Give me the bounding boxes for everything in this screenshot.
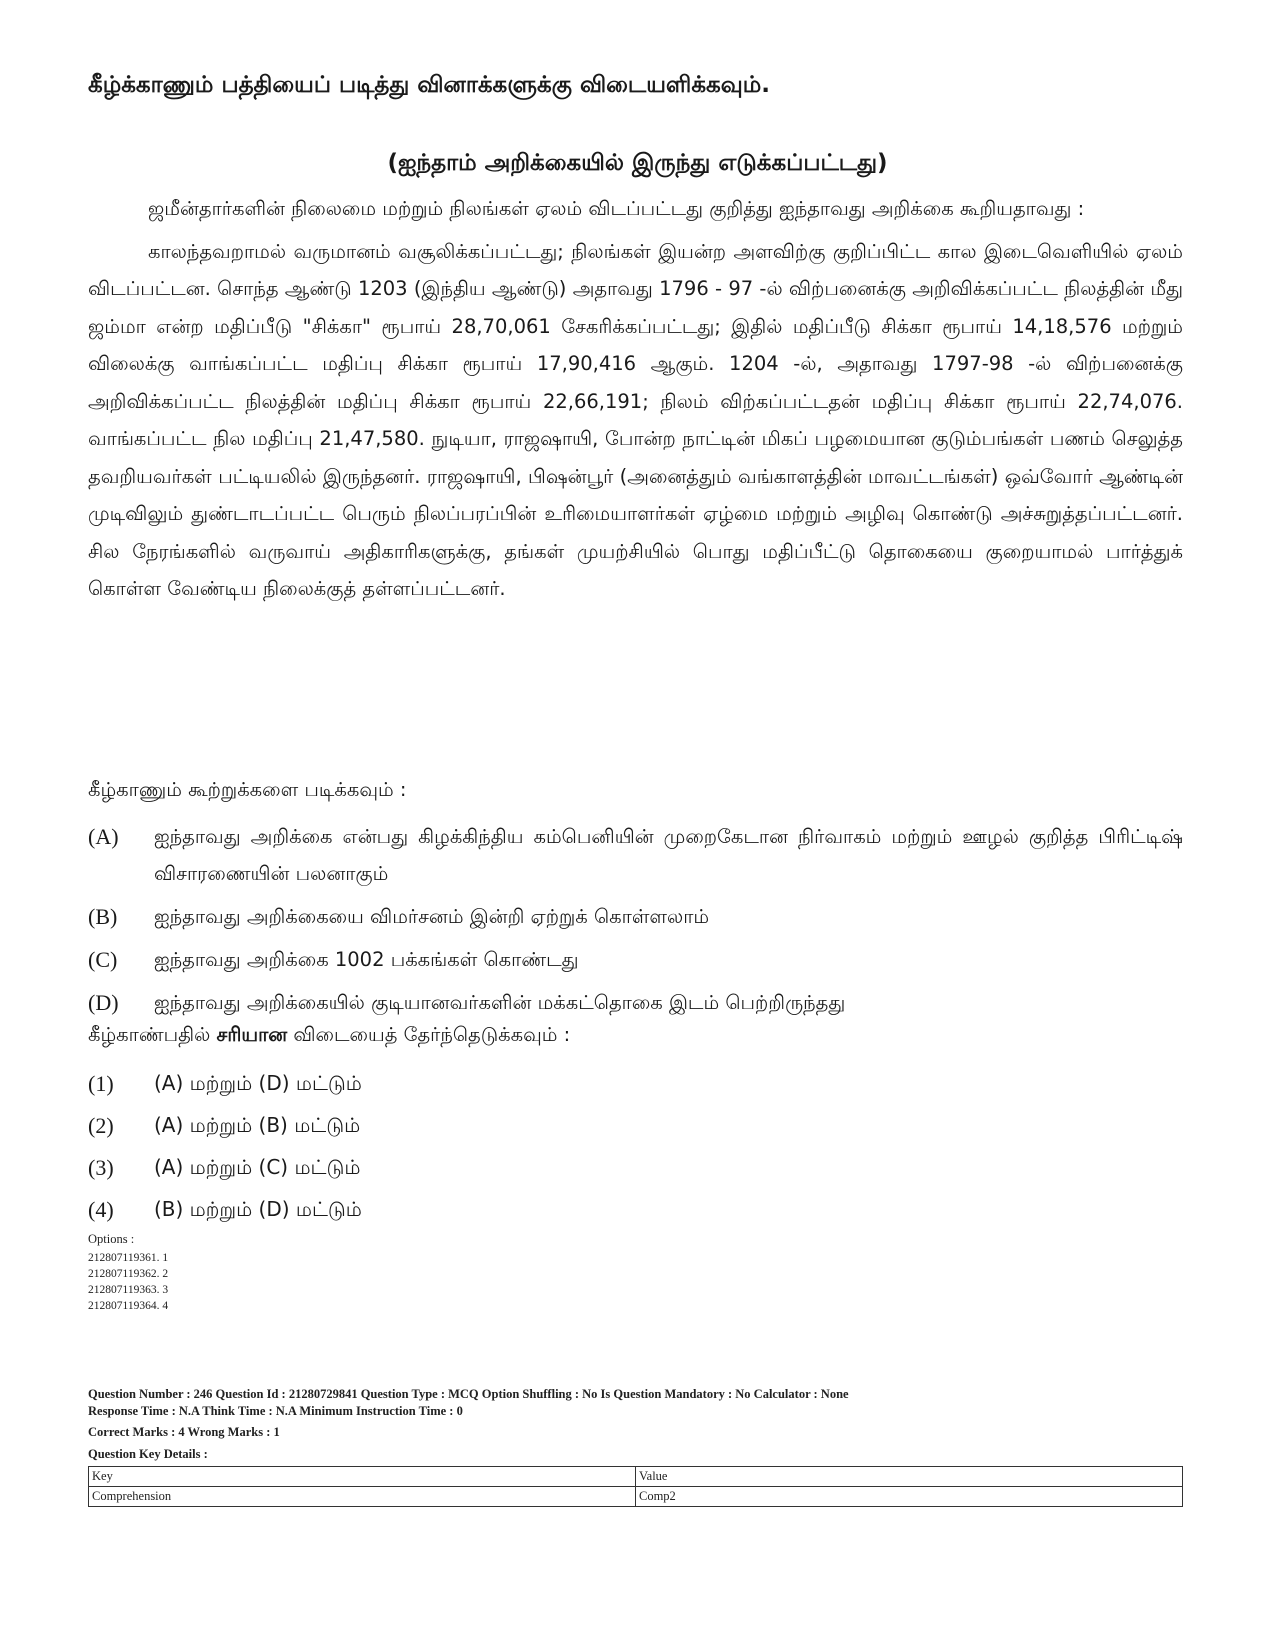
statement-label: (C) <box>88 947 118 972</box>
answer-number: (1) <box>88 1071 114 1096</box>
marks-info: Correct Marks : 4 Wrong Marks : 1 <box>88 1425 280 1439</box>
question-info-line: Response Time : N.A Think Time : N.A Minimum Instruction Time : 0 <box>88 1404 463 1418</box>
statement-label: (A) <box>88 824 119 849</box>
answer-option-1[interactable] <box>88 1063 362 1105</box>
choose-instruction <box>88 1023 1183 1049</box>
statement-list <box>88 818 1183 1027</box>
answer-option-3[interactable] <box>88 1147 362 1189</box>
statement-c <box>88 941 1183 978</box>
statement-text: ஐந்தாவது அறிக்கை 1002 பக்கங்கள் கொண்டது <box>154 948 579 971</box>
answer-option-4[interactable] <box>88 1189 362 1231</box>
table-cell: Comprehension <box>89 1487 636 1507</box>
choose-prefix: கீழ்காண்பதில் <box>88 1023 217 1046</box>
answer-text: (A) மற்றும் (C) மட்டும் <box>154 1154 361 1179</box>
question-stem: கீழ்காணும் கூற்றுக்களை படிக்கவும் : <box>88 778 407 801</box>
passage-paragraph: காலந்தவறாமல் வருமானம் வசூலிக்கப்பட்டது; நிலங்கள் இயன்ற அளவிற்கு குறிப்பிட்ட கால இடைவெளியில் ஏலம் விடப்பட்டன. சொந்த ஆண்டு 1203 (இந்திய ஆண்டு) அதாவது 1796 - 97 -ல் விற்பனைக்கு அறிவிக்கப்பட்ட நிலத்தின் மீது ஜம்மா என்ற மதிப்பீடு "சிக்கா" ரூபாய் 28,70,061 சேகரிக்கப்பட்டது; இதில் மதிப்பீடு சிக்கா ரூபாய் 14,18,576 மற்றும் விலைக்கு வாங்கப்பட்ட மதிப்பு சிக்கா ரூபாய் 17,90,416 ஆகும். 1204 -ல், அதாவது 1797-98 -ல் விற்பனைக்கு அறிவிக்கப்பட்ட நிலத்தின் மதிப்பு சிக்கா ரூபாய் 22,66,191; நிலம் விற்கப்பட்டதன் மதிப்பு சிக்கா ரூபாய் 22,74,076. வாங்கப்பட்ட நில மதிப்பு 21,47,580. நுடியா, ராஜஷாயி, போன்ற நாட்டின் மிகப் பழமையான குடும்பங்கள் பணம் செலுத்த தவறியவர்கள் பட்டியலில் இருந்தனர். ராஜஷாயி, பிஷன்பூர் (அனைத்தும் வங்காளத்தின் மாவட்டங்கள்) ஒவ்வோர் ஆண்டின் முடிவிலும் துண்டாடப்பட்ட பெரும் நிலப்பரப்பின் உரிமையாளர்கள் ஏழ்மை மற்றும் அழிவு கொண்டு அச்சுறுத்தப்பட்டனர். சில நேரங்களில் வருவாய் அதிகாரிகளுக்கு, தங்கள் முயற்சியில் பொது மதிப்பீட்டு தொகையை குறையாமல் பார்த்துக் கொள்ள வேண்டிய நிலைக்குத் தள்ளப்பட்டனர். <box>88 239 1183 600</box>
statement-b <box>88 898 1183 935</box>
key-details-table <box>88 1466 1183 1507</box>
passage-paragraph: ஜமீன்தார்களின் நிலைமை மற்றும் நிலங்கள் ஏலம் விடப்பட்டது குறித்து ஐந்தாவது அறிக்கை கூறியதாவது : <box>148 197 1085 220</box>
key-details-heading: Question Key Details : <box>88 1447 208 1461</box>
option-id: 212807119364. 4 <box>88 1300 169 1312</box>
table-row <box>89 1487 1183 1507</box>
answer-text: (A) மற்றும் (D) மட்டும் <box>154 1070 362 1095</box>
passage-title: (ஐந்தாம் அறிக்கையில் இருந்து எடுக்கப்பட்டது) <box>387 150 888 176</box>
answer-number: (3) <box>88 1155 114 1180</box>
question-info-line: Question Number : 246 Question Id : 21280729841 Question Type : MCQ Option Shuffling : No Is Question Mandatory : No Calculator : None <box>88 1387 849 1401</box>
table-header-row <box>89 1467 1183 1487</box>
choose-emphasis: சரியான <box>216 1023 288 1046</box>
answer-number: (2) <box>88 1113 114 1138</box>
choose-suffix: விடையைத் தேர்ந்தெடுக்கவும் : <box>287 1023 571 1046</box>
table-header-cell: Value <box>636 1467 1183 1487</box>
option-id: 212807119363. 3 <box>88 1284 169 1296</box>
instruction-text: கீழ்க்காணும் பத்தியைப் படித்து வினாக்களுக்கு விடையளிக்கவும். <box>88 72 771 98</box>
table-cell: Comp2 <box>636 1487 1183 1507</box>
statement-label: (B) <box>88 904 118 929</box>
answer-number: (4) <box>88 1197 114 1222</box>
option-id-list <box>88 1250 168 1314</box>
statement-d <box>88 984 1183 1021</box>
statement-text: ஐந்தாவது அறிக்கையை விமர்சனம் இன்றி ஏற்றுக் கொள்ளலாம் <box>154 905 710 928</box>
statement-a <box>88 818 1183 892</box>
option-id: 212807119362. 2 <box>88 1268 169 1280</box>
options-heading: Options : <box>88 1232 135 1246</box>
question-info <box>88 1386 1188 1420</box>
statement-text: ஐந்தாவது அறிக்கையில் குடியானவர்களின் மக்கட்தொகை இடம் பெற்றிருந்தது <box>154 991 846 1014</box>
statement-text: ஐந்தாவது அறிக்கை என்பது கிழக்கிந்திய கம்பெனியின் முறைகேடான நிர்வாகம் மற்றும் ஊழல் குறித்த பிரிட்டிஷ் விசாரணையின் பலனாகும் <box>154 825 1183 885</box>
answer-list <box>88 1063 362 1231</box>
statement-label: (D) <box>88 990 119 1015</box>
answer-text: (B) மற்றும் (D) மட்டும் <box>154 1196 362 1221</box>
passage <box>88 190 1183 613</box>
option-id: 212807119361. 1 <box>88 1252 169 1264</box>
table-header-cell: Key <box>89 1467 636 1487</box>
answer-option-2[interactable] <box>88 1105 362 1147</box>
answer-text: (A) மற்றும் (B) மட்டும் <box>154 1112 361 1137</box>
